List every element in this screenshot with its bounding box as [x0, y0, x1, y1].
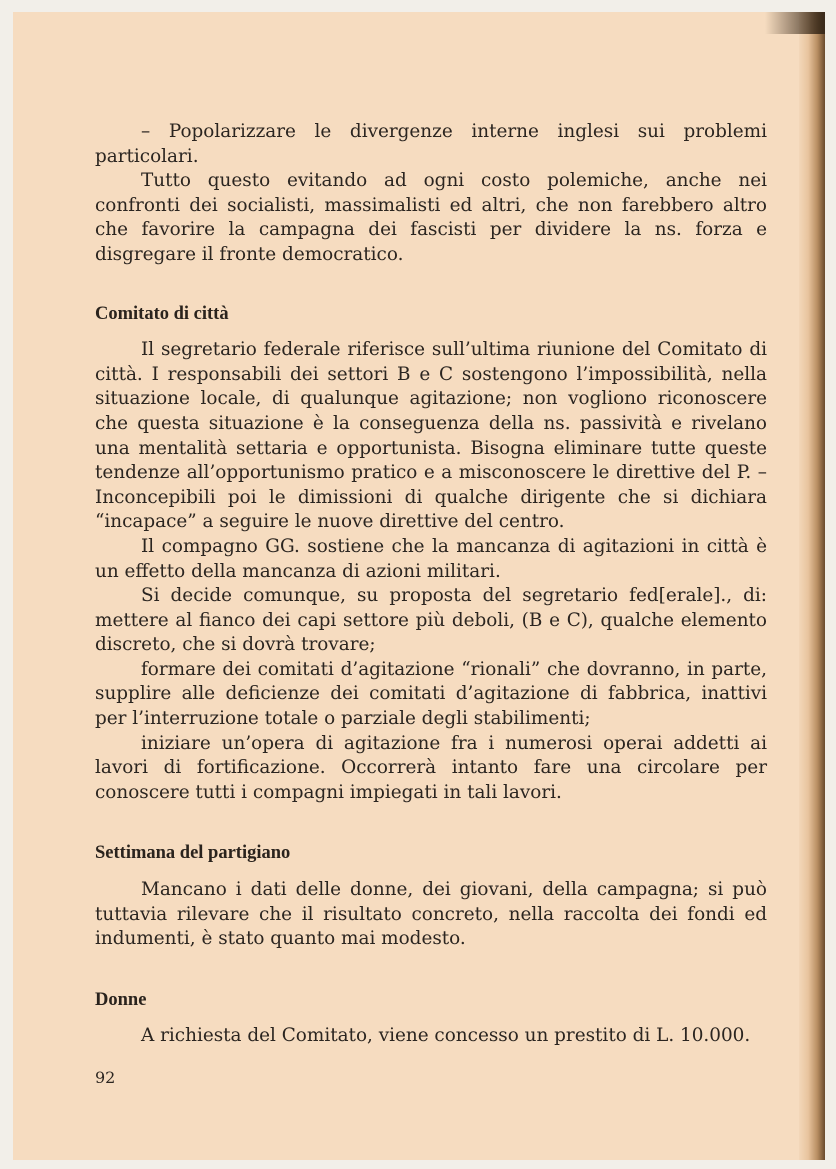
paragraph-comitato-5: iniziare un’opera di agitazione fra i numerosi operai addetti ai lavori di fortificazione. Occorrerà intanto fare una circolare per conoscere tutti i compagni impiegati in tali lavori.: [95, 732, 767, 803]
section-heading-comitato: Comitato di città: [95, 303, 229, 324]
page-body: [95, 120, 767, 1049]
paragraph-settimana-1: Mancano i dati delle donne, dei giovani, della campagna; si può tuttavia rilevare che il risultato concreto, nella raccolta dei fondi ed indumenti, è stato quanto mai modesto.: [95, 879, 767, 950]
book-page: [13, 12, 825, 1160]
paragraph-intro-1: – Popolarizzare le divergenze interne inglesi sui problemi particolari.: [95, 121, 767, 167]
paragraph-intro-2: Tutto questo evitando ad ogni costo polemiche, anche nei confronti dei socialisti, massimalisti ed altri, che non farebbero altro che favorire la campagna dei fascisti per dividere la ns. forza e disgregare il fronte democratico.: [95, 170, 767, 265]
section-heading-settimana: Settimana del partigiano: [95, 843, 291, 864]
paragraph-donne-1: A richiesta del Comitato, viene concesso un prestito di L. 10.000.: [141, 1025, 751, 1047]
paragraph-comitato-2: Il compagno GG. sostiene che la mancanza di agitazioni in città è un effetto della mancanza di azioni militari.: [95, 535, 767, 582]
page-number: 92: [95, 1068, 116, 1087]
paragraph-comitato-1: Il segretario federale riferisce sull’ultima riunione del Comitato di città. I responsabili dei settori B e C sostengono l’impossibilità, nella situazione locale, di qualunque agitazione; non vogliono riconoscere che questa situazione è la conseguenza della ns. passività e rivelano una mentalità settaria e opportunista. Bisogna eliminare tutte queste tendenze all’opportunismo pratico e a misconoscere le direttive del P. – Inconcepibili poi le dimissioni di qualche dirigente che si dichiara “incapace” a seguire le nuove direttive del centro.: [95, 339, 767, 533]
paragraph-comitato-3: Si decide comunque, su proposta del segretario fed[erale]., di: mettere al fianco dei capi settore più deboli, (B e C), qualche elemento discreto, che si dovrà trovare;: [95, 585, 767, 656]
section-heading-donne: Donne: [95, 989, 147, 1010]
book-spine-shadow: [799, 12, 825, 1160]
paragraph-comitato-4: formare dei comitati d’agitazione “rionali” che dovranno, in parte, supplire alle deficienze dei comitati d’agitazione di fabbrica, inattivi per l’interruzione totale o parziale degli stabilimenti;: [95, 658, 767, 730]
binding-edge: [765, 12, 825, 34]
